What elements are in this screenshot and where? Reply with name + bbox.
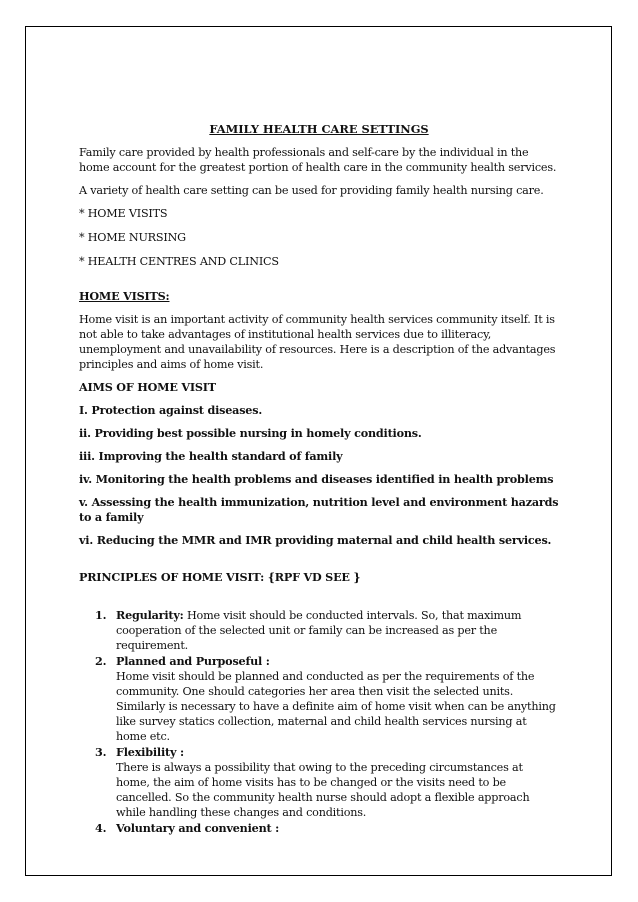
principle-number: 4. <box>95 821 107 835</box>
page-title: FAMILY HEALTH CARE SETTINGS <box>209 122 429 136</box>
principle-text: Home visit should be conducted intervals. So, that maximum cooperation of the selected unit or family can be increased as per the requirement. <box>116 609 522 652</box>
principle-item-planned <box>79 654 559 744</box>
principle-number: 2. <box>95 654 107 668</box>
home-visits-heading: HOME VISITS: <box>79 289 170 303</box>
principle-text: There is always a possibility that owing to the preceding circumstances at home, the aim of home visits has to be changed or the visits need to be cancelled. So the community health nurse should adopt a flexible approach while handling these changes and conditions. <box>116 761 530 819</box>
principle-item-flexibility <box>79 745 559 820</box>
home-visits-paragraph: Home visit is an important activity of community health services community itself. It is not able to take advantages of institutional health services due to illiteracy, unemployment and unavailability of resources. Here is a description of the advantages principles and aims of home visit. <box>79 313 556 371</box>
setting-item-health-centres: * HEALTH CENTRES AND CLINICS <box>79 255 279 268</box>
principle-title: Voluntary and convenient : <box>116 821 280 835</box>
intro-paragraph-1: Family care provided by health professionals and self-care by the individual in the home account for the greatest portion of health care in the community health services. <box>79 146 557 174</box>
principle-text: Similarly is necessary to have a definite aim of home visit when can be anything like survey statics collection, maternal and child health services nursing at home etc. <box>116 700 556 743</box>
principles-list <box>79 608 559 836</box>
principle-title: Flexibility : <box>116 745 184 759</box>
principle-title: Regularity: <box>116 608 184 622</box>
document-body <box>79 122 559 837</box>
aim-item: vi. Reducing the MMR and IMR providing maternal and child health services. <box>79 533 552 547</box>
aim-item: iv. Monitoring the health problems and diseases identified in health problems <box>79 472 554 486</box>
aim-item: I. Protection against diseases. <box>79 403 263 417</box>
aim-item: v. Assessing the health immunization, nutrition level and environment hazards to a family <box>79 495 559 524</box>
principle-item-regularity <box>79 608 559 653</box>
principle-number: 1. <box>95 608 107 622</box>
aim-item: iii. Improving the health standard of family <box>79 449 343 463</box>
aims-heading: AIMS OF HOME VISIT <box>79 380 216 394</box>
principle-title: Planned and Purposeful : <box>116 654 270 668</box>
principle-item-voluntary <box>79 821 559 836</box>
principle-number: 3. <box>95 745 107 759</box>
setting-item-home-nursing: * HOME NURSING <box>79 231 186 244</box>
principles-heading: PRINCIPLES OF HOME VISIT: {RPF VD SEE } <box>79 570 361 584</box>
aim-item: ii. Providing best possible nursing in homely conditions. <box>79 426 422 440</box>
intro-paragraph-2: A variety of health care setting can be used for providing family health nursing care. <box>79 184 544 197</box>
principle-text: Home visit should be planned and conducted as per the requirements of the community. One should categories her area then visit the selected units. <box>116 670 535 698</box>
setting-item-home-visits: * HOME VISITS <box>79 207 168 220</box>
